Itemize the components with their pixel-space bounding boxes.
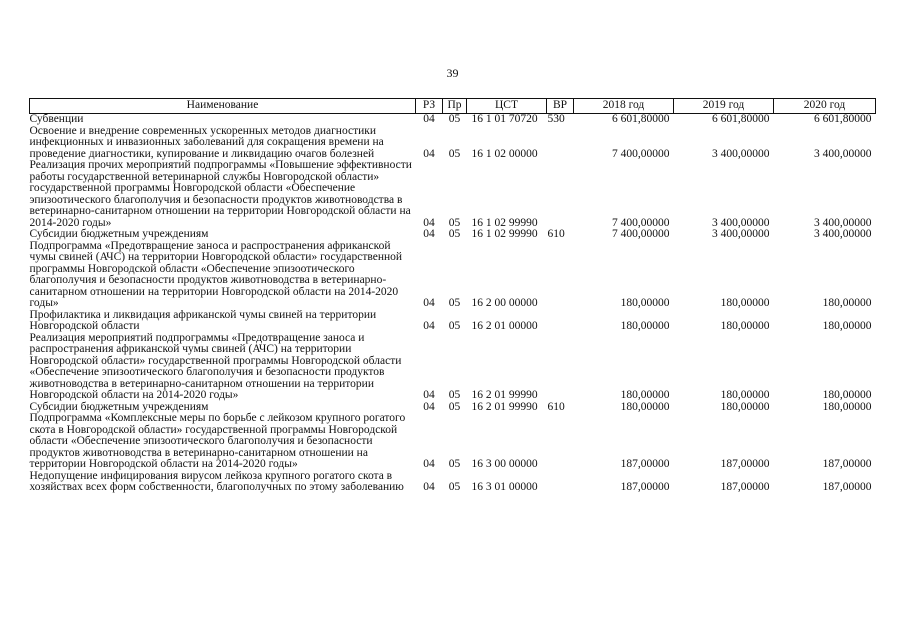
row-cst: 16 3 00 00000 <box>471 458 538 470</box>
row-2020: 180,00000 <box>822 297 872 309</box>
row-cst: 16 1 01 70720 <box>471 113 538 125</box>
header-2020: 2020 год <box>774 99 876 114</box>
row-pr: 05 <box>448 320 461 332</box>
row-2020: 187,00000 <box>822 458 872 470</box>
row-2020: 3 400,00000 <box>814 228 872 240</box>
row-name: Недопущение инфицирования вирусом лейкоза крупного рогатого скота в хозяйствах всех форм собственности, благополучных по этому заболеванию <box>29 469 404 493</box>
row-cst: 16 1 02 99990 <box>471 228 538 240</box>
row-2019: 180,00000 <box>720 389 770 401</box>
row-cst: 16 2 01 99990 <box>471 389 538 401</box>
row-pr: 05 <box>448 297 461 309</box>
table-row <box>30 413 876 471</box>
header-vr: ВР <box>547 99 574 114</box>
row-rz: 04 <box>423 147 435 160</box>
row-rz: 04 <box>423 481 435 493</box>
row-2018: 180,00000 <box>620 389 670 401</box>
table-row <box>30 310 876 333</box>
row-2019: 3 400,00000 <box>712 147 770 160</box>
table-row <box>30 471 876 494</box>
row-rz: 04 <box>423 297 435 309</box>
row-vr <box>547 241 574 310</box>
row-pr: 05 <box>448 147 461 160</box>
row-2019: 180,00000 <box>720 400 770 413</box>
row-cst: 16 2 01 00000 <box>471 320 538 332</box>
row-2019: 180,00000 <box>720 297 770 309</box>
row-2020: 6 601,80000 <box>814 113 872 125</box>
row-2019: 187,00000 <box>720 458 770 470</box>
row-name: Реализация мероприятий подпрограммы «Предотвращение заноса и распространения африканской чумы свиней (АЧС) на территории Новгородской области» государственной программы Новгородской области «Обеспечение эпизоотического благополучия и безопасности продуктов животноводства в ветеринарно-санитарном отношении на территории Новгородской области на 2014-2020 годы» <box>29 331 402 401</box>
header-pr: Пр <box>443 99 467 114</box>
row-cst: 16 1 02 00000 <box>471 147 538 160</box>
row-vr: 530 <box>547 113 565 125</box>
table-row <box>30 160 876 229</box>
row-name: Субвенции <box>29 113 84 125</box>
row-name: Освоение и внедрение современных ускоренных методов диагностики инфекционных и инвазионных заболеваний для сокращения времени на проведение диагностики, купирование и ликвидацию очагов болезней <box>29 124 384 160</box>
row-2018: 7 400,00000 <box>612 216 670 229</box>
table-row <box>30 229 876 241</box>
row-2019: 3 400,00000 <box>712 228 770 240</box>
row-2018: 6 601,80000 <box>612 113 670 125</box>
row-cst: 16 1 02 99990 <box>471 216 538 229</box>
row-pr: 05 <box>448 389 461 401</box>
row-rz: 04 <box>423 113 435 125</box>
header-2018: 2018 год <box>574 99 674 114</box>
table-row <box>30 333 876 402</box>
row-rz: 04 <box>423 320 435 332</box>
row-pr: 05 <box>448 113 461 125</box>
row-pr: 05 <box>448 400 461 413</box>
row-2020: 3 400,00000 <box>814 216 872 229</box>
page-number: 39 <box>446 66 459 80</box>
row-name: Субсидии бюджетным учреждениям <box>29 228 209 240</box>
row-vr <box>547 413 574 471</box>
row-rz: 04 <box>423 228 435 240</box>
row-rz: 04 <box>423 216 435 229</box>
table-row <box>30 241 876 310</box>
row-vr: 610 <box>547 400 565 413</box>
row-2018: 180,00000 <box>620 320 670 332</box>
header-cst: ЦСТ <box>467 99 547 114</box>
row-cst: 16 2 00 00000 <box>471 297 538 309</box>
row-name: Реализация прочих мероприятий подпрограммы «Повышение эффективности работы государственной ветеринарной службы Новгородской области» государственной программы Новгородской области «Обеспечение эпизоотического благополучия и безопасности продуктов животноводства в ветеринарно-санитарном отношении на территории Новгородской области на 2014-2020 годы» <box>29 159 412 229</box>
row-vr <box>547 310 574 333</box>
row-2020: 180,00000 <box>822 400 872 413</box>
header-rz: РЗ <box>416 99 443 114</box>
row-name: Подпрограмма «Предотвращение заноса и распространения африканской чумы свиней (АЧС) на территории Новгородской области» государственной программы Новгородской области «Обеспечение эпизоотического благополучия и безопасности продуктов животноводства в ветеринарно-санитарном отношении на территории Новгородской области на 2014-2020 годы» <box>29 239 403 309</box>
header-2019: 2019 год <box>674 99 774 114</box>
row-pr: 05 <box>448 481 461 493</box>
row-rz: 04 <box>423 389 435 401</box>
row-name: Профилактика и ликвидация африканской чумы свиней на территории Новгородской области <box>29 308 377 332</box>
row-2018: 7 400,00000 <box>612 147 670 160</box>
row-2020: 187,00000 <box>822 481 872 493</box>
row-2019: 187,00000 <box>720 481 770 493</box>
row-vr <box>547 160 574 229</box>
row-2020: 180,00000 <box>822 389 872 401</box>
row-2019: 6 601,80000 <box>712 113 770 125</box>
row-2019: 180,00000 <box>720 320 770 332</box>
budget-table <box>29 98 876 494</box>
row-vr <box>547 126 574 161</box>
row-name: Субсидии бюджетным учреждениям <box>29 400 209 413</box>
row-pr: 05 <box>448 216 461 229</box>
row-cst: 16 3 01 00000 <box>471 481 538 493</box>
row-2018: 7 400,00000 <box>612 228 670 240</box>
row-rz: 04 <box>423 458 435 470</box>
row-pr: 05 <box>448 228 461 240</box>
table-header-row <box>30 99 876 114</box>
row-name: Подпрограмма «Комплексные меры по борьбе с лейкозом крупного рогатого скота в Новгородской области» государственной программы Новгородской области «Обеспечение эпизоотического благополучия и безопасности продуктов животноводства в ветеринарно-санитарном отношении на территории Новгородской области на 2014-2020 годы» <box>29 412 406 470</box>
row-2018: 187,00000 <box>620 481 670 493</box>
row-vr: 610 <box>547 228 565 240</box>
row-pr: 05 <box>448 458 461 470</box>
row-vr <box>547 333 574 402</box>
row-2020: 3 400,00000 <box>814 147 872 160</box>
row-2019: 3 400,00000 <box>712 216 770 229</box>
table-row <box>30 114 876 126</box>
row-2018: 180,00000 <box>620 400 670 413</box>
header-name: Наименование <box>30 99 416 114</box>
row-cst: 16 2 01 99990 <box>471 400 538 413</box>
row-2018: 180,00000 <box>620 297 670 309</box>
row-rz: 04 <box>423 400 435 413</box>
table-row <box>30 126 876 161</box>
row-2018: 187,00000 <box>620 458 670 470</box>
row-vr <box>547 471 574 494</box>
row-2020: 180,00000 <box>822 320 872 332</box>
